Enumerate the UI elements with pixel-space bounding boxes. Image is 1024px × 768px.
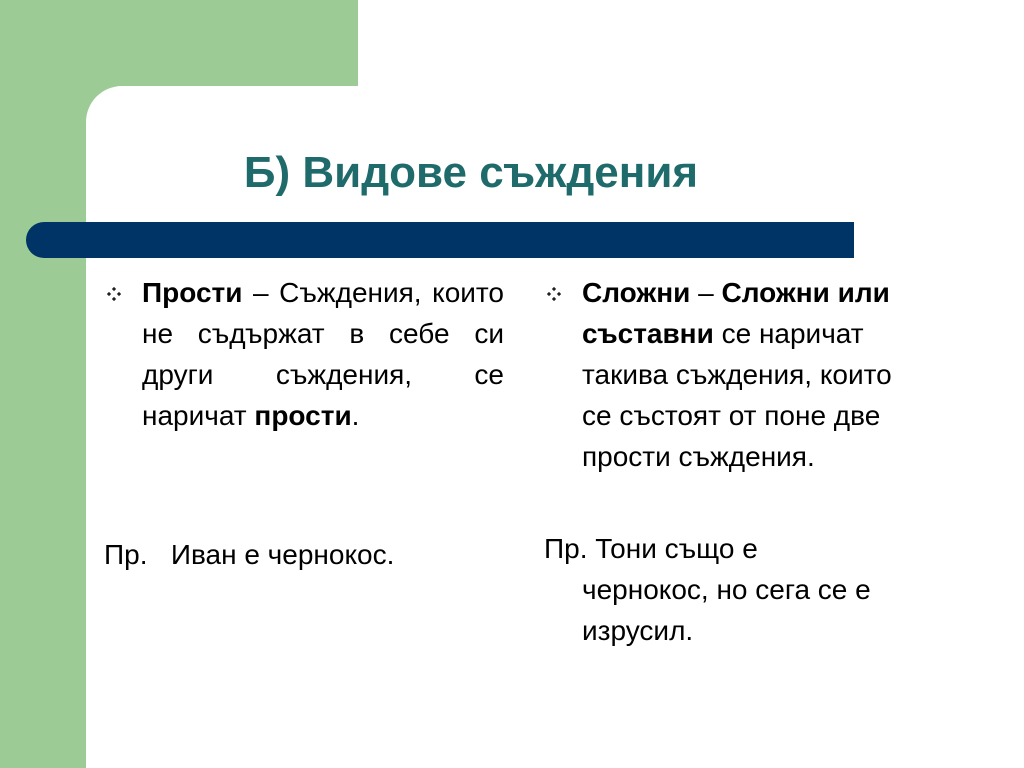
simple-example	[104, 534, 504, 575]
complex-example-line-1: Пр. Тони също е	[544, 533, 758, 564]
example-text: Иван е чернокос.	[170, 539, 395, 570]
complex-definition: се наричат такива съждения, които се състоят от поне две прости съждения.	[582, 318, 892, 472]
simple-term: Прости	[142, 277, 243, 308]
simple-definition: – Съждения, които не съдържат в себе си други съждения, се наричат	[142, 277, 504, 431]
green-left-band	[0, 0, 86, 768]
sentence-end: .	[351, 400, 360, 431]
complex-example-line-2: чернокос, но сега се е	[582, 574, 871, 605]
example-label: Пр.	[104, 539, 148, 570]
bar-body	[44, 222, 854, 258]
simple-judgments-text	[142, 272, 504, 436]
diamond-bullet-icon	[107, 287, 121, 301]
diamond-bullet-icon	[547, 287, 561, 301]
complex-term-inline: Сложни или съставни	[582, 277, 890, 349]
simple-term-inline: прости	[254, 400, 352, 431]
title-underline-bar	[26, 222, 854, 258]
complex-term: Сложни	[582, 277, 691, 308]
complex-example-line-3: изрусил.	[582, 615, 694, 646]
complex-dash: –	[690, 277, 722, 308]
complex-judgments-text	[582, 272, 902, 477]
complex-example	[544, 528, 964, 651]
slide-title: Б) Видове съждения	[243, 148, 699, 197]
